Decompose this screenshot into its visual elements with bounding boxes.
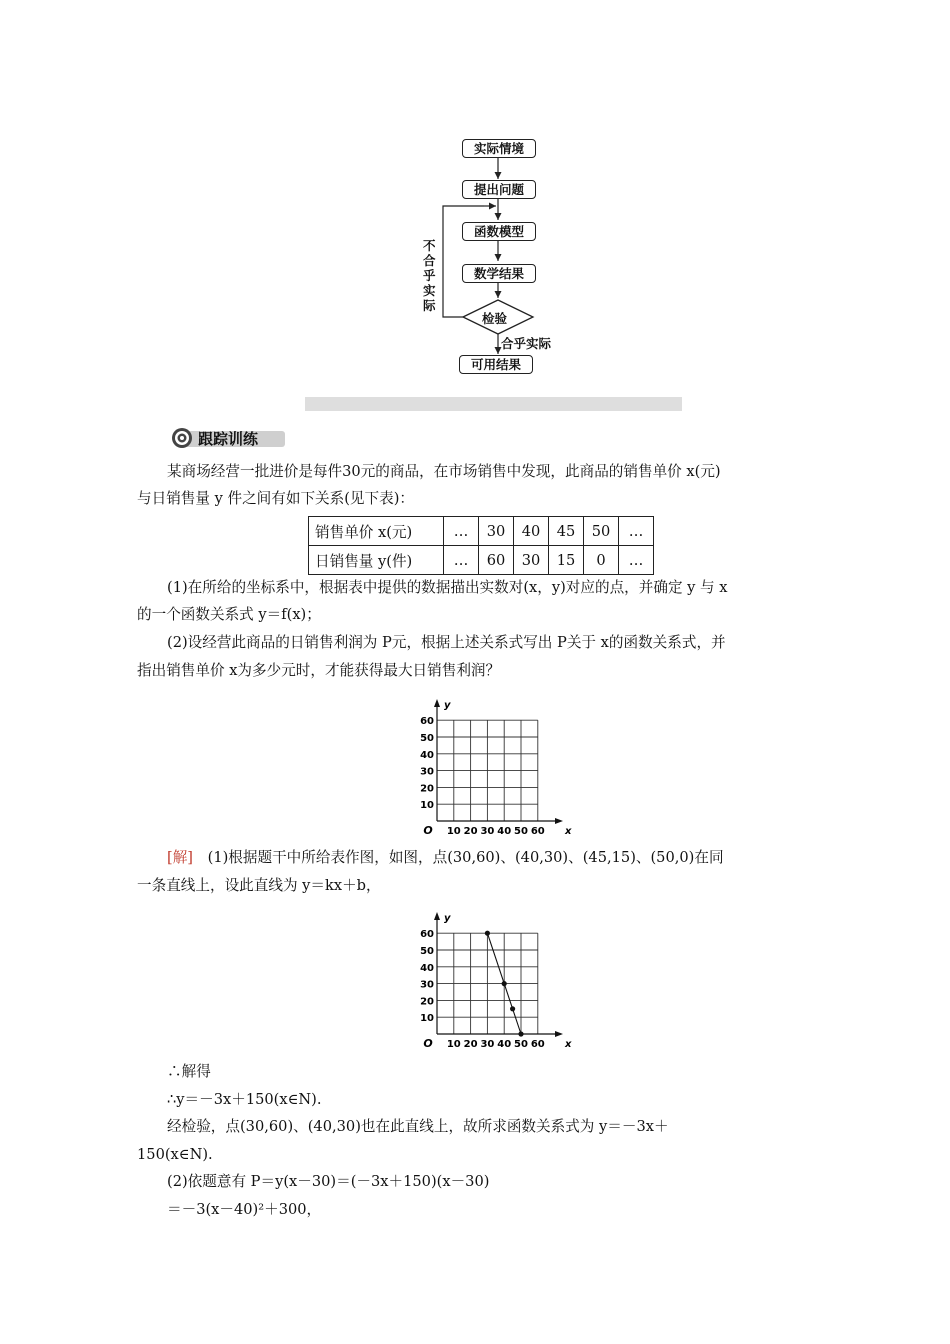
- origin-label: O: [423, 824, 433, 837]
- table-row: [309, 517, 654, 546]
- flow-node-result: 数学结果: [462, 264, 536, 283]
- flow-pass-label: 合乎实际: [501, 336, 552, 351]
- table-header-sales: 日销售量 y(件): [309, 546, 444, 575]
- problem-line-2: 与日销售量 y 件之间有如下关系(见下表)：: [137, 490, 415, 507]
- table-cell: …: [619, 546, 654, 575]
- y-tick-label: 10: [420, 1013, 434, 1025]
- table-cell: 60: [479, 546, 514, 575]
- x-tick-label: 20: [463, 1039, 478, 1050]
- flow-loop-label: 不合乎实际: [423, 238, 436, 313]
- question-1-line-1: (1)在所给的坐标系中，根据表中提供的数据描出实数对(x，y)对应的点，并确定 y 与 x: [167, 579, 728, 596]
- solution-line-3: ∴解得: [167, 1063, 211, 1080]
- table-cell: 15: [549, 546, 584, 575]
- data-point: [502, 981, 507, 986]
- y-tick-label: 30: [420, 766, 434, 778]
- y-tick-label: 50: [420, 733, 434, 744]
- y-tick-label: 40: [420, 749, 434, 761]
- x-axis-label: x: [565, 1039, 572, 1050]
- x-tick-label: 10: [446, 1039, 461, 1050]
- x-tick-label: 30: [480, 826, 495, 837]
- x-tick-label: 60: [530, 826, 545, 837]
- solution-line-6: 150(x∈N).: [137, 1146, 213, 1163]
- y-tick-label: 60: [420, 716, 434, 728]
- table-cell: 40: [514, 517, 549, 546]
- flow-node-usable: 可用结果: [459, 355, 533, 374]
- question-2-line-2: 指出销售单价 x为多少元时，才能获得最大日销售利润？: [137, 662, 501, 679]
- data-point: [485, 931, 490, 936]
- section-title: 跟踪训练: [198, 430, 259, 448]
- flow-node-situation: 实际情境: [462, 139, 536, 158]
- y-tick-label: 40: [420, 962, 434, 974]
- solution-line-1: [167, 848, 724, 868]
- price-sales-table: [308, 516, 654, 575]
- table-cell: 50: [584, 517, 619, 546]
- question-2-line-1: (2)设经营此商品的日销售利润为 P元，根据上述关系式写出 P关于 x的函数关系式，并: [167, 634, 726, 651]
- y-axis-label: y: [444, 913, 451, 924]
- y-axis-arrow: [434, 912, 440, 920]
- table-cell: …: [619, 517, 654, 546]
- x-tick-label: 30: [480, 1039, 495, 1050]
- solution-line-4: ∴y＝－3x＋150(x∈N).: [167, 1091, 322, 1108]
- solution-text-1: (1)根据题干中所给表作图，如图，点(30,60)、(40,30)、(45,15)、(50,0)在同: [207, 849, 724, 866]
- x-tick-label: 50: [514, 826, 528, 837]
- x-tick-label: 40: [497, 826, 512, 837]
- flow-node-model: 函数模型: [462, 222, 536, 241]
- y-axis-arrow: [434, 699, 440, 707]
- x-axis-label: x: [565, 826, 572, 837]
- solution-line-7: (2)依题意有 P＝y(x－30)＝(－3x＋150)(x－30): [167, 1173, 490, 1190]
- y-tick-label: 20: [420, 783, 434, 795]
- flow-node-question: 提出问题: [462, 180, 536, 199]
- table-cell: 30: [479, 517, 514, 546]
- solution-line-8: ＝－3(x－40)²＋300，: [167, 1201, 322, 1218]
- x-tick-label: 40: [497, 1039, 512, 1050]
- x-tick-label: 20: [463, 826, 478, 837]
- x-axis-arrow: [555, 1031, 563, 1037]
- solution-label: [解]: [167, 849, 193, 866]
- question-1-line-2: 的一个函数关系式 y＝f(x)；: [137, 606, 321, 623]
- y-tick-label: 10: [420, 800, 434, 812]
- y-tick-label: 30: [420, 979, 434, 991]
- x-tick-label: 60: [530, 1039, 545, 1050]
- origin-label: O: [423, 1037, 433, 1050]
- solution-line-5: 经检验，点(30,60)、(40,30)也在此直线上，故所求函数关系式为 y＝－3x＋: [167, 1118, 669, 1135]
- table-cell: …: [444, 546, 479, 575]
- divider-bar: [305, 397, 682, 411]
- problem-line-1: 某商场经营一批进价是每件30元的商品，在市场销售中发现，此商品的销售单价 x(元): [167, 463, 721, 480]
- x-axis-arrow: [555, 818, 563, 824]
- table-cell: 30: [514, 546, 549, 575]
- table-cell: 0: [584, 546, 619, 575]
- y-tick-label: 20: [420, 996, 434, 1008]
- table-row: [309, 546, 654, 575]
- flow-node-check: 检验: [482, 311, 508, 326]
- data-point: [518, 1031, 523, 1036]
- data-point: [510, 1006, 515, 1011]
- y-axis-label: y: [444, 700, 451, 711]
- table-header-price: 销售单价 x(元): [309, 517, 444, 546]
- empty-coordinate-grid: [415, 697, 575, 837]
- table-cell: …: [444, 517, 479, 546]
- table-cell: 45: [549, 517, 584, 546]
- plotted-line-chart: [415, 910, 575, 1050]
- y-tick-label: 50: [420, 946, 434, 957]
- x-tick-label: 10: [446, 826, 461, 837]
- x-tick-label: 50: [514, 1039, 528, 1050]
- y-tick-label: 60: [420, 929, 434, 941]
- solution-line-2: 一条直线上，设此直线为 y＝kx＋b，: [137, 877, 381, 894]
